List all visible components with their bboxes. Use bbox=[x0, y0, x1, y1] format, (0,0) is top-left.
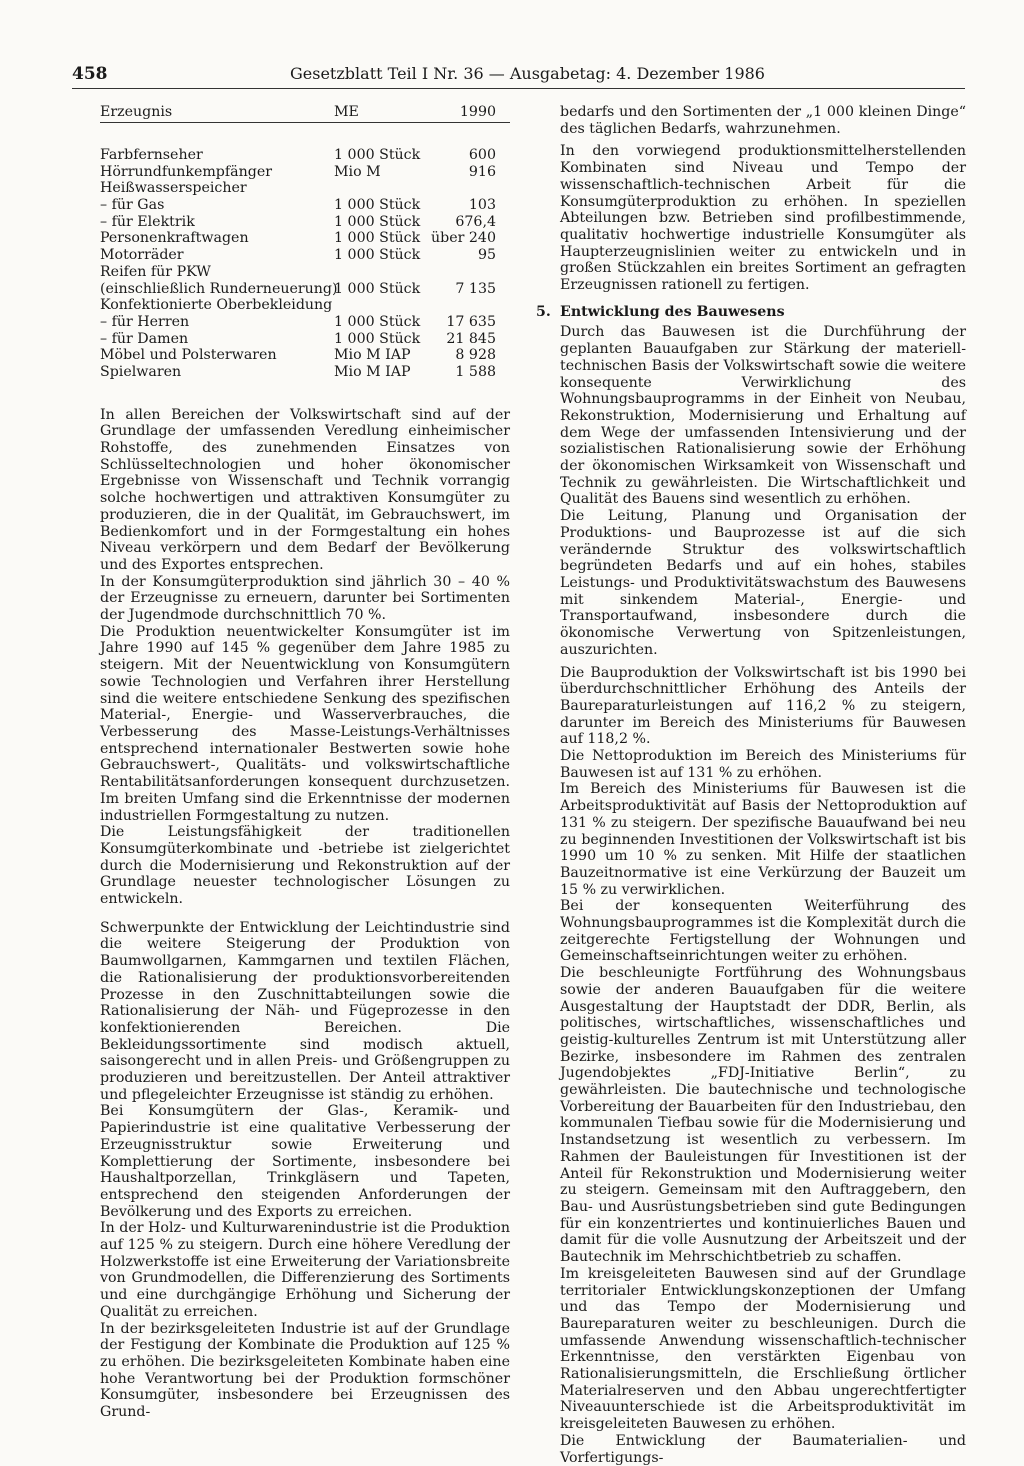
row-name: – für Herren bbox=[100, 313, 190, 330]
row-value: 1 588 bbox=[455, 363, 496, 380]
table-row bbox=[100, 230, 510, 247]
table-row bbox=[100, 364, 510, 381]
row-unit: 1 000 Stück bbox=[334, 247, 421, 264]
header-rule bbox=[72, 88, 965, 89]
section-title: Entwicklung des Bauwesens bbox=[560, 303, 785, 320]
table-row bbox=[100, 197, 510, 214]
row-name: Reifen für PKW bbox=[100, 263, 211, 280]
row-value: 676,4 bbox=[455, 213, 496, 230]
paragraph: Die Entwicklung der Baumaterialien- und Vorfertigungs- bbox=[560, 1432, 966, 1466]
section-heading bbox=[536, 304, 966, 321]
paragraph: Bei Konsumgütern der Glas-, Keramik- und Papierindustrie ist eine qualitative Verbesserung der Erzeugnisstruktur sowie Erweiterung und Komplettierung der Sortimente, insbesondere bei Haushaltporzellan, Trinkgläsern und Tapeten, entsprechend den steigenden Anforderungen der Bevölkerung und des Exports zu erreichen. bbox=[100, 1103, 510, 1220]
row-value: 600 bbox=[468, 147, 496, 163]
column-header-1990: 1990 bbox=[459, 104, 496, 120]
page-number: 458 bbox=[72, 64, 108, 84]
row-unit: Mio M bbox=[334, 163, 381, 180]
table-row bbox=[100, 347, 510, 364]
table-row bbox=[100, 247, 510, 264]
paragraph: bedarfs und den Sortimenten der „1 000 kleinen Dinge“ des täglichen Bedarfs, wahrzunehmen. bbox=[560, 104, 966, 137]
row-value: 21 845 bbox=[446, 330, 496, 347]
paragraph: Schwerpunkte der Entwicklung der Leichtindustrie sind die weitere Steigerung der Produktion von Baumwollgarnen, Kammgarnen und textilen Flächen, die Rationalisierung der produktionsvorbereitenden Prozesse in den Zuschnittabteilungen sowie die Rationalisierung der Näh- und Fügeprozesse in den konfektionierenden Bereichen. Die Bekleidungssortimente sind modisch aktuell, saisongerecht und in allen Preis- und Größengruppen zu produzieren und bereitzustellen. Der Anteil attraktiver und pflegeleichter Erzeugnisse ist ständig zu erhöhen. bbox=[100, 919, 510, 1103]
row-unit: 1 000 Stück bbox=[334, 280, 421, 297]
row-name: – für Damen bbox=[100, 330, 189, 347]
paragraph: Die Nettoproduktion im Bereich des Ministeriums für Bauwesen ist auf 131 % zu erhöhen. bbox=[560, 748, 966, 781]
paragraph: Im Bereich des Ministeriums für Bauwesen ist die Arbeitsproduktivität auf Basis der Nettoproduktion auf 131 % zu steigern. Der spezifische Bauaufwand bei neu zu beginnenden Investitionen der Volkswirtschaft ist bis 1990 um 10 % zu senken. Mit Hilfe der staatlichen Bauzeitnormative ist eine Verkürzung der Bauzeit um 15 % zu verwirklichen. bbox=[560, 781, 966, 898]
row-value: 7 135 bbox=[455, 280, 496, 297]
row-name: Farbfernseher bbox=[100, 147, 203, 163]
paragraph: In allen Bereichen der Volkswirtschaft sind auf der Grundlage der umfassenden Veredlung einheimischer Rohstoffe, des zunehmenden Einsatzes von Schlüsseltechnologien und hoher ökonomischer Ergebnisse von Wissenschaft und Technik vorrangig solche hochwertigen und attraktiven Konsumgüter zu produzieren, die in der Qualität, im Gebrauchswert, im Bedienkomfort und in der Formgestaltung ein hohes Niveau verkörpern und dem Bedarf der Bevölkerung und des Exportes entsprechen. bbox=[100, 406, 510, 573]
table-row bbox=[100, 147, 510, 164]
paragraph: Die Produktion neuentwickelter Konsumgüter ist im Jahre 1990 auf 145 % gegenüber dem Jahre 1985 zu steigern. Mit der Neuentwicklung von Konsumgütern sowie Technologien und Verfahren ihrer Herstellung sind die weitere entschiedene Senkung des spezifischen Material-, Energie- und Wasserverbrauches, die Verbesserung des Masse-Leistungs-Verhältnisses entsprechend internationaler Bestwerten sowie hohe Gebrauchswert-, Qualitäts- und volkswirtschaftliche Rentabilitätsanforderungen konsequent durchzusetzen. Im breiten Umfang sind die Erkenntnisse der modernen industriellen Formgestaltung zu nutzen. bbox=[100, 623, 510, 824]
row-unit: 1 000 Stück bbox=[334, 213, 421, 230]
row-unit: 1 000 Stück bbox=[334, 147, 421, 163]
table-row bbox=[100, 331, 510, 348]
row-unit: 1 000 Stück bbox=[334, 230, 421, 247]
table-row bbox=[100, 281, 510, 298]
page-header bbox=[72, 64, 962, 88]
row-unit: Mio M IAP bbox=[334, 363, 411, 380]
paragraph: In der bezirksgeleiteten Industrie ist auf der Grundlage der Festigung der Kombinate die Produktion auf 125 % zu erhöhen. Die bezirksgeleiteten Kombinate haben eine hohe Verantwortung bei der Produktion formschöner Konsumgüter, insbesondere bei Erzeugnissen des Grund- bbox=[100, 1320, 510, 1421]
row-unit: 1 000 Stück bbox=[334, 313, 421, 330]
row-value: 103 bbox=[468, 197, 496, 214]
row-name: Hörrundfunkempfänger bbox=[100, 163, 272, 180]
row-value: über 240 bbox=[431, 230, 496, 247]
paragraph: In der Konsumgüterproduktion sind jährlich 30 – 40 % der Erzeugnisse zu erneuern, darunter bei Sortimenten der Jugendmode durchschnittlich 70 %. bbox=[100, 573, 510, 624]
row-value: 95 bbox=[477, 247, 496, 264]
column-header-erzeugnis: Erzeugnis bbox=[100, 104, 173, 120]
table-header bbox=[100, 104, 510, 123]
row-value: 916 bbox=[468, 163, 496, 180]
paragraph: Im kreisgeleiteten Bauwesen sind auf der Grundlage territorialer Entwicklungskonzeptionen der Umfang und das Tempo der Modernisierung und Baureparaturen weiter zu beschleunigen. Durch die umfassende Anwendung wissenschaftlich-technischer Erkenntnisse, den verstärkten Eigenbau von Rationalisierungsmitteln, die Erschließung örtlicher Materialreserven und den Abbau ungerechtfertigter Niveauunterschiede ist die Arbeitsproduktivität im kreisgeleiteten Bauwesen zu erhöhen. bbox=[560, 1265, 966, 1433]
row-unit: Mio M IAP bbox=[334, 347, 411, 364]
row-name: – für Elektrik bbox=[100, 213, 195, 230]
row-name: – für Gas bbox=[100, 197, 165, 214]
paragraph: Die beschleunigte Fortführung des Wohnungsbaus sowie der anderen Bauaufgaben für die weitere Ausgestaltung der Hauptstadt der DDR, Berlin, als politisches, wirtschaftliches, wissenschaftliches und geistig-kulturelles Zentrum ist mit Unterstützung aller Bezirke, insbesondere im Rahmen des zentralen Jugendobjektes „FDJ-Initiative Berlin“, zu gewährleisten. Die bautechnische und technologische Vorbereitung der Bauarbeiten für den Industriebau, den kommunalen Tiefbau sowie für die Modernisierung und Instandsetzung ist wesentlich zu verbessern. Im Rahmen der Bauleistungen für Investitionen ist der Anteil für Rekonstruktion und Modernisierung weiter zu steigern. Gemeinsam mit den Auftraggebern, den Bau- und Ausrüstungsbetrieben sind gute Bedingungen für ein konzentriertes und kontinuierliches Bauen und damit für die volle Ausnutzung der Arbeitszeit und der Bautechnik im Mehrschichtbetrieb zu schaffen. bbox=[560, 965, 966, 1266]
table-row bbox=[100, 180, 510, 197]
right-column bbox=[536, 104, 966, 1466]
row-name: Spielwaren bbox=[100, 363, 182, 380]
table-row bbox=[100, 297, 510, 314]
section-number: 5. bbox=[536, 303, 551, 320]
row-unit: 1 000 Stück bbox=[334, 197, 421, 214]
row-value: 8 928 bbox=[455, 347, 496, 364]
table-row bbox=[100, 264, 510, 281]
table-row bbox=[100, 164, 510, 181]
table-row bbox=[100, 214, 510, 231]
paragraph: In der Holz- und Kulturwarenindustrie ist die Produktion auf 125 % zu steigern. Durch eine höhere Veredlung der Holzwerkstoffe ist eine Erweiterung der Variationsbreite von Grundmodellen, die Differenzierung des Sortiments und eine durchgängige Erhöhung und Sicherung der Qualität zu erreichen. bbox=[100, 1220, 510, 1320]
row-name: Heißwasserspeicher bbox=[100, 180, 247, 197]
row-name: Motorräder bbox=[100, 247, 184, 264]
production-table bbox=[100, 104, 510, 381]
paragraph: Die Leitung, Planung und Organisation der Produktions- und Bauprozesse ist auf die sich verändernde Struktur des volkswirtschaftlich begründeten Bedarfs und auf ein hohes, stabiles Leistungs- und Produktivitätswachstum des Bauwesens mit sinkendem Material-, Energie- und Transportaufwand, insbesondere durch die ökonomische Verwertung von Spitzenleistungen, auszurichten. bbox=[560, 508, 966, 658]
left-column bbox=[100, 104, 510, 1421]
row-name: Konfektionierte Oberbekleidung bbox=[100, 297, 333, 314]
row-name: Möbel und Polsterwaren bbox=[100, 347, 277, 364]
running-title: Gesetzblatt Teil I Nr. 36 — Ausgabetag: 4. Dezember 1986 bbox=[290, 64, 765, 83]
paragraph: Durch das Bauwesen ist die Durchführung der geplanten Bauaufgaben zur Stärkung der materiell-technischen Basis der Volkswirtschaft sowie die weitere konsequente Verwirklichung des Wohnungsbauprogramms in der Einheit von Neubau, Rekonstruktion, Modernisierung und Erhaltung auf dem Wege der umfassenden Intensivierung und der sozialistischen Rationalisierung sowie der Erhöhung der ökonomischen Wirksamkeit von Wissenschaft und Technik zu gewährleisten. Die Wirtschaftlichkeit und Qualität des Bauens sind wesentlich zu erhöhen. bbox=[560, 324, 966, 508]
paragraph: Die Leistungsfähigkeit der traditionellen Konsumgüterkombinate und -betriebe ist zielgerichtet durch die Modernisierung und Rekonstruktion auf der Grundlage neuester technologischer Lösungen zu entwickeln. bbox=[100, 824, 510, 908]
paragraph: Die Bauproduktion der Volkswirtschaft ist bis 1990 bei überdurchschnittlicher Erhöhung des Anteils der Baureparaturleistungen auf 116,2 % zu steigern, darunter im Bereich des Ministeriums für Bauwesen auf 118,2 %. bbox=[560, 664, 966, 748]
paragraph: In den vorwiegend produktionsmittelherstellenden Kombinaten sind Niveau und Tempo der wissenschaftlich-technischen Arbeit für die Konsumgüterproduktion zu erhöhen. In speziellen Abteilungen bzw. Betrieben sind profilbestimmende, qualitativ hochwertige industrielle Konsumgüter als Haupterzeugnislinien weiter zu entwickeln und in großen Stückzahlen ein breites Sortiment an gefragten Erzeugnissen rationell zu fertigen. bbox=[560, 143, 966, 294]
row-name: (einschließlich Runderneuerung) bbox=[100, 280, 338, 297]
row-name: Personenkraftwagen bbox=[100, 230, 249, 247]
paragraph: Bei der konsequenten Weiterführung des Wohnungsbauprogrammes ist die Komplexität durch die zeitgerechte Fertigstellung der Wohnungen und Gemeinschaftseinrichtungen weiter zu erhöhen. bbox=[560, 898, 966, 965]
table-row bbox=[100, 314, 510, 331]
row-unit: 1 000 Stück bbox=[334, 330, 421, 347]
row-value: 17 635 bbox=[446, 313, 496, 330]
column-header-me: ME bbox=[334, 104, 359, 120]
